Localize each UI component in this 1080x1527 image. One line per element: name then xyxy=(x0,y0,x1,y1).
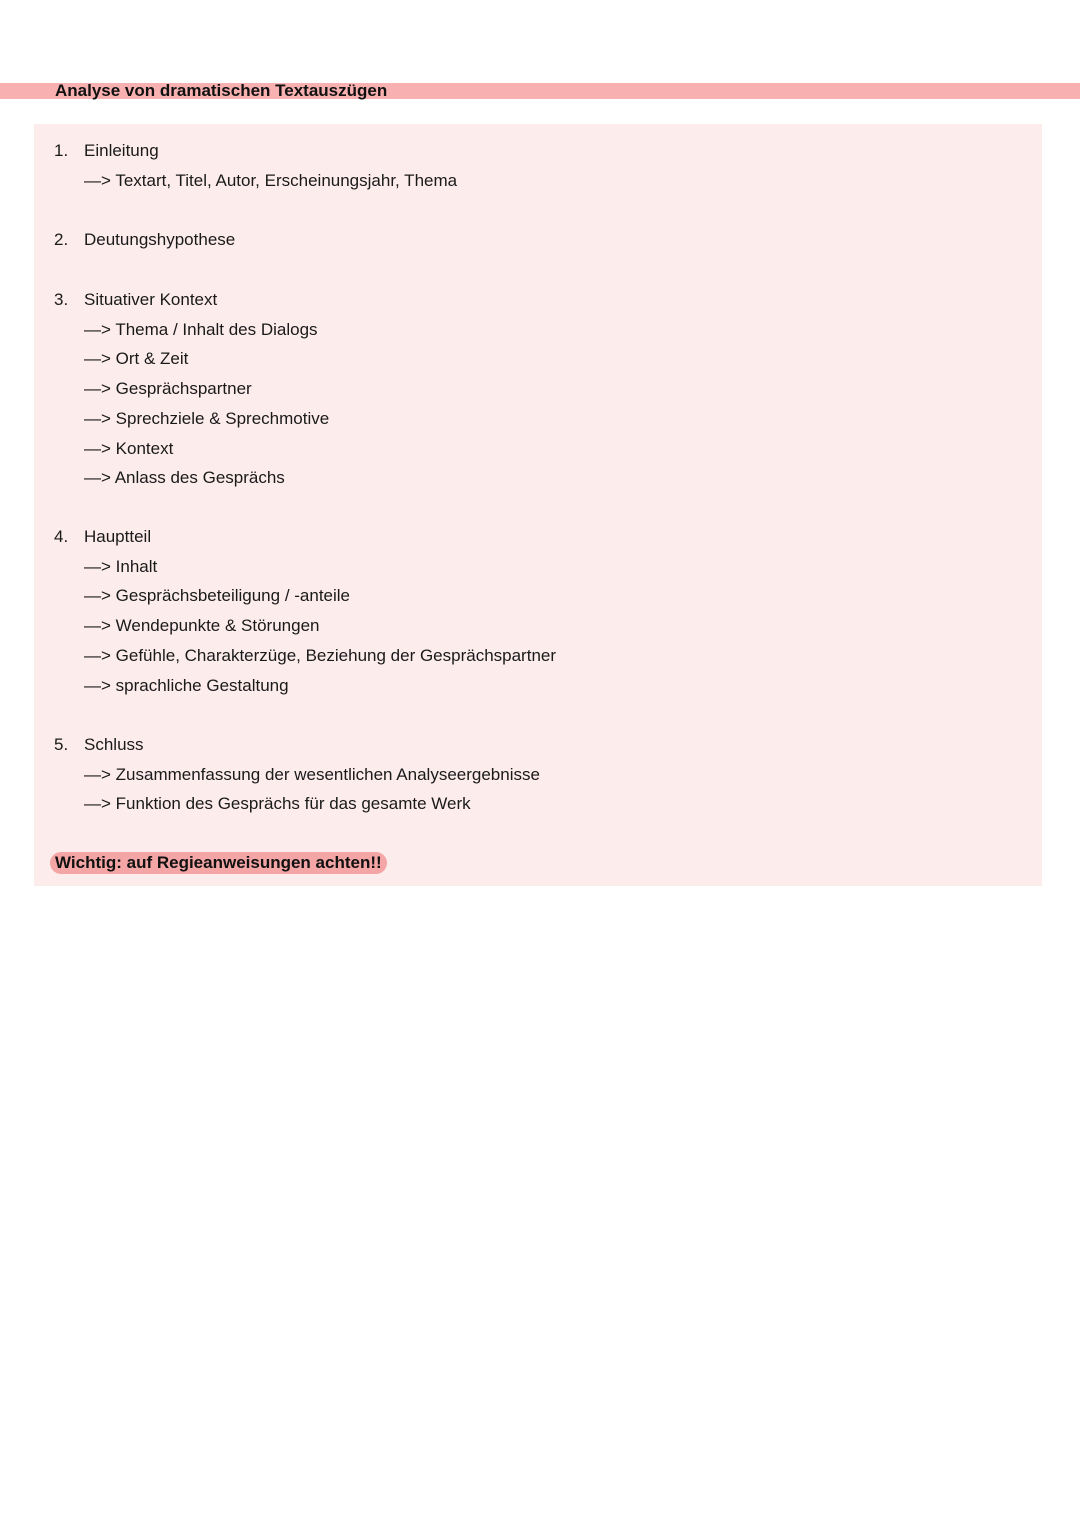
section-hauptteil xyxy=(54,522,556,700)
section-number: 2. xyxy=(54,230,69,249)
section-title: Einleitung xyxy=(84,141,159,160)
section-schluss xyxy=(54,730,540,819)
list-item: —> Ort & Zeit xyxy=(84,349,189,369)
section-situativer-kontext xyxy=(54,285,329,493)
list-item: —> Zusammenfassung der wesentlichen Analyseergebnisse xyxy=(84,764,540,784)
section-einleitung xyxy=(54,136,457,195)
list-item: —> sprachliche Gestaltung xyxy=(84,675,289,695)
list-item: —> Anlass des Gesprächs xyxy=(84,468,285,488)
section-heading xyxy=(54,730,540,760)
section-number: 3. xyxy=(54,290,69,309)
list-item: —> Gefühle, Charakterzüge, Beziehung der Gesprächspartner xyxy=(84,645,557,665)
section-number: 1. xyxy=(54,141,69,160)
section-heading xyxy=(54,522,556,552)
section-heading xyxy=(54,225,235,255)
page-title: Analyse von dramatischen Textauszügen xyxy=(55,81,388,100)
section-title: Situativer Kontext xyxy=(84,290,218,309)
list-item: —> Gesprächspartner xyxy=(84,379,252,399)
section-heading xyxy=(54,136,457,166)
section-title: Hauptteil xyxy=(84,527,152,546)
section-deutungshypothese xyxy=(54,225,235,255)
list-item: —> Wendepunkte & Störungen xyxy=(84,616,320,636)
list-item: —> Funktion des Gesprächs für das gesamte Werk xyxy=(84,794,471,814)
list-item: —> Textart, Titel, Autor, Erscheinungsjahr, Thema xyxy=(84,170,458,190)
section-number: 4. xyxy=(54,527,69,546)
important-note: Wichtig: auf Regieanweisungen achten!! xyxy=(50,852,387,874)
section-title: Deutungshypothese xyxy=(84,230,236,249)
section-heading xyxy=(54,285,329,315)
list-item: —> Inhalt xyxy=(84,556,158,576)
section-title: Schluss xyxy=(84,735,144,754)
list-item: —> Gesprächsbeteiligung / -anteile xyxy=(84,586,351,606)
list-item: —> Thema / Inhalt des Dialogs xyxy=(84,319,318,339)
list-item: —> Kontext xyxy=(84,438,174,458)
section-number: 5. xyxy=(54,735,69,754)
list-item: —> Sprechziele & Sprechmotive xyxy=(84,408,330,428)
